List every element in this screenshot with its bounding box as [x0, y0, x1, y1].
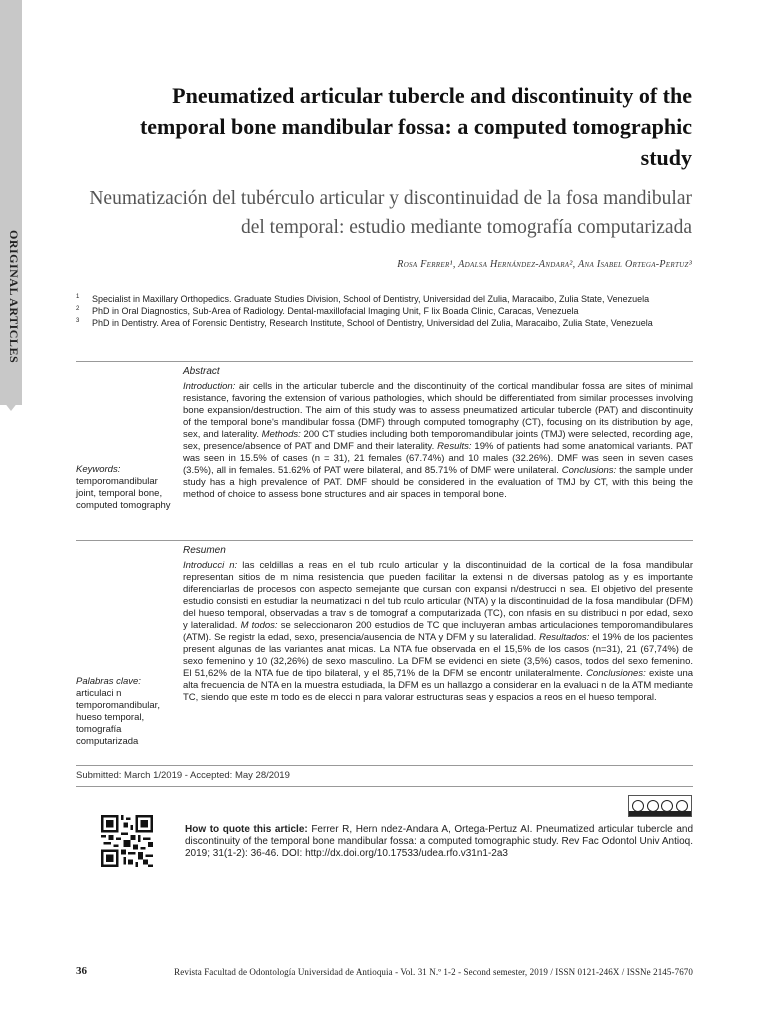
palabras-clave-text: articulaci n temporomandibular, hueso temporal, tomografía computarizada	[76, 688, 160, 747]
citation	[185, 824, 693, 860]
affiliation-text: PhD in Oral Diagnostics, Sub-Area of Radiology. Dental-maxillofacial Imaging Unit, F lix Boada Clinic, Caracas, Venezuela	[92, 306, 579, 316]
keywords	[76, 464, 171, 512]
article-title: Pneumatized articular tubercle and discontinuity of the temporal bone mandibular fossa: a computed tomographic study	[139, 83, 692, 170]
affiliation-number: 3	[76, 318, 80, 324]
resumen-title: Resumen	[183, 545, 226, 556]
conclusions-text: existe una alta frecuencia de NTA en la muestra estudiada, la DFM es un hallazgo a considerar en la evaluaci n de la ATM mediante TC, siendo que este m todo es de elecci n para valorar estructuras seas y espacios a reos en el hueso temporal.	[183, 668, 694, 703]
methods-text: 200 CT studies including both temporomandibular joints (TMJ) were selected, recording age, sex, presence/absence of PAT and DMF and their laterality.	[183, 429, 694, 452]
article-title-spanish: Neumatización del tubérculo articular y discontinuidad de la fosa mandibular del temporal: estudio mediante tomografía computarizada	[89, 188, 692, 238]
submission-dates: Submitted: March 1/2019 - Accepted: May 28/2019	[76, 770, 290, 781]
divider	[76, 786, 693, 787]
conclusions-label: Conclusiones:	[586, 668, 646, 679]
affiliation-number: 1	[76, 294, 80, 300]
intro-label: Introducci n:	[183, 560, 238, 571]
divider	[76, 361, 693, 362]
conclusions-label: Conclusions:	[561, 465, 617, 476]
license-bar	[629, 811, 691, 816]
abstract-section	[76, 366, 693, 538]
results-text: 19% of patients had some anatomical variants. PAT was seen in 15.5% of cases (n = 31), 21 females (67.74%) and 10 males (32.26%). DMF was seen in seven cases (3.5%), all in females. 51.62% of PAT were bilateral, and 85.71% of DMF were unilateral.	[183, 441, 694, 476]
citation-label: How to quote this article:	[185, 824, 308, 835]
results-label: Resultados:	[539, 632, 590, 643]
affiliation-number: 2	[76, 306, 80, 312]
resumen-section	[76, 545, 693, 760]
intro-text: las celdillas a reas en el tub rculo articular y la discontinuidad de la cortical de la fosa mandibular representan sitios de m nima resistencia que pueden facilitar la extensi n de diversas patolog as y es importante diferenciarlas de procesos con aspecto semejante que cursan con expansi n/destrucci n sea. El objetivo del presente estudio consisti en estudiar la neumatizaci n del tub rculo articular (NTA) y la discontinuidad de la fosa mandibular (DFM) del hueso temporal, observadas a trav s de tomograf a computarizada (TC), con nfasis en su distribuci n por edad, sexo y lateralidad.	[183, 560, 694, 631]
results-label: Results:	[437, 441, 472, 452]
keywords-text: temporomandibular joint, temporal bone, computed tomography	[76, 476, 171, 511]
methods-label: M todos:	[240, 620, 278, 631]
affiliation-1	[76, 293, 693, 305]
abstract-title: Abstract	[183, 366, 220, 377]
results-text: el 19% de los pacientes present algunas de las variantes anat micas. La NTA fue observada en el 15,5% de los casos (n=31), 21 (67,74%) de sexo femenino y 10 (32,26%) de sexo masculino. La DFM se evidenci en siete (3,5%) casos, todos del sexo femenino. El 51,62% de la NTA fue de tipo bilateral, y el 85,71% de la DFM se encontr unilateralmente.	[183, 632, 694, 679]
page-number: 36	[76, 965, 87, 977]
author-list: Rosa Ferrer¹, Adalsa Hernández-Andara², Ana Isabel Ortega-Pertuz³	[397, 259, 692, 270]
methods-text: se seleccionaron 200 estudios de TC que incluyeran ambas articulaciones temporomandibulares (ATM). Se registr la edad, sexo, presencia/ausencia de NTA y DFM y su lateralidad.	[183, 620, 693, 643]
section-label: ORIGINAL ARTICLES	[7, 230, 21, 364]
citation-text: Ferrer R, Hern ndez-Andara A, Ortega-Pertuz AI. Pneumatized articular tubercle and discontinuity of the temporal bone mandibular fossa: a computed tomographic study. Rev Fac Odontol Univ Antioq. 2019; 31(1-2): 36-46. DOI: http://dx.doi.org/10.17533/udea.rfo.v31n1-2a3	[185, 824, 694, 859]
affiliation-2	[76, 305, 693, 317]
palabras-clave-label: Palabras clave:	[76, 676, 141, 687]
intro-label: Introduction:	[183, 381, 236, 392]
palabras-clave	[76, 676, 171, 748]
methods-label: Methods:	[261, 429, 301, 440]
journal-footer: Revista Facultad de Odontología Universidad de Antioquia - Vol. 31 N.º 1-2 - Second semester, 2019 / ISSN 0121-246X / ISSNe 2145-7670	[174, 967, 693, 977]
divider	[76, 765, 693, 766]
abstract-body	[183, 366, 693, 501]
divider	[76, 540, 693, 541]
resumen-body	[183, 545, 693, 704]
intro-text: air cells in the articular tubercle and the discontinuity of the cortical mandibular fossa are sites of minimal resistance, favoring the extension of various pathologies, which should be differentiated from similar processes involving bone expansion/destruction. The aim of this study was to assess pneumatized articular tubercle (PAT) and discontinuity of the temporal bone's mandibular fossa (DMF) through computed tomography (CT), focusing on its distribution by age, sex, and laterality.	[183, 381, 693, 440]
affiliation-text: Specialist in Maxillary Orthopedics. Graduate Studies Division, School of Dentistry, Universidad del Zulia, Maracaibo, Zulia State, Venezuela	[92, 294, 650, 304]
creative-commons-license-icon[interactable]	[628, 795, 692, 817]
affiliation-3	[76, 317, 693, 329]
keywords-label: Keywords:	[76, 464, 121, 475]
affiliation-text: PhD in Dentistry. Area of Forensic Dentistry, Research Institute, School of Dentistry, Universidad del Zulia, Maracaibo, Zulia State, Venezuela	[92, 318, 653, 328]
qr-code-icon	[101, 815, 153, 867]
sidebar-tip	[0, 397, 22, 411]
conclusions-text: the sample under study has a high prevalence of PAT. DMF should be considered in the evaluation of TMJ by CT, with this being the method of choice to assess bone structures and air spaces in temporal bone.	[183, 465, 694, 500]
affiliations	[76, 293, 693, 329]
